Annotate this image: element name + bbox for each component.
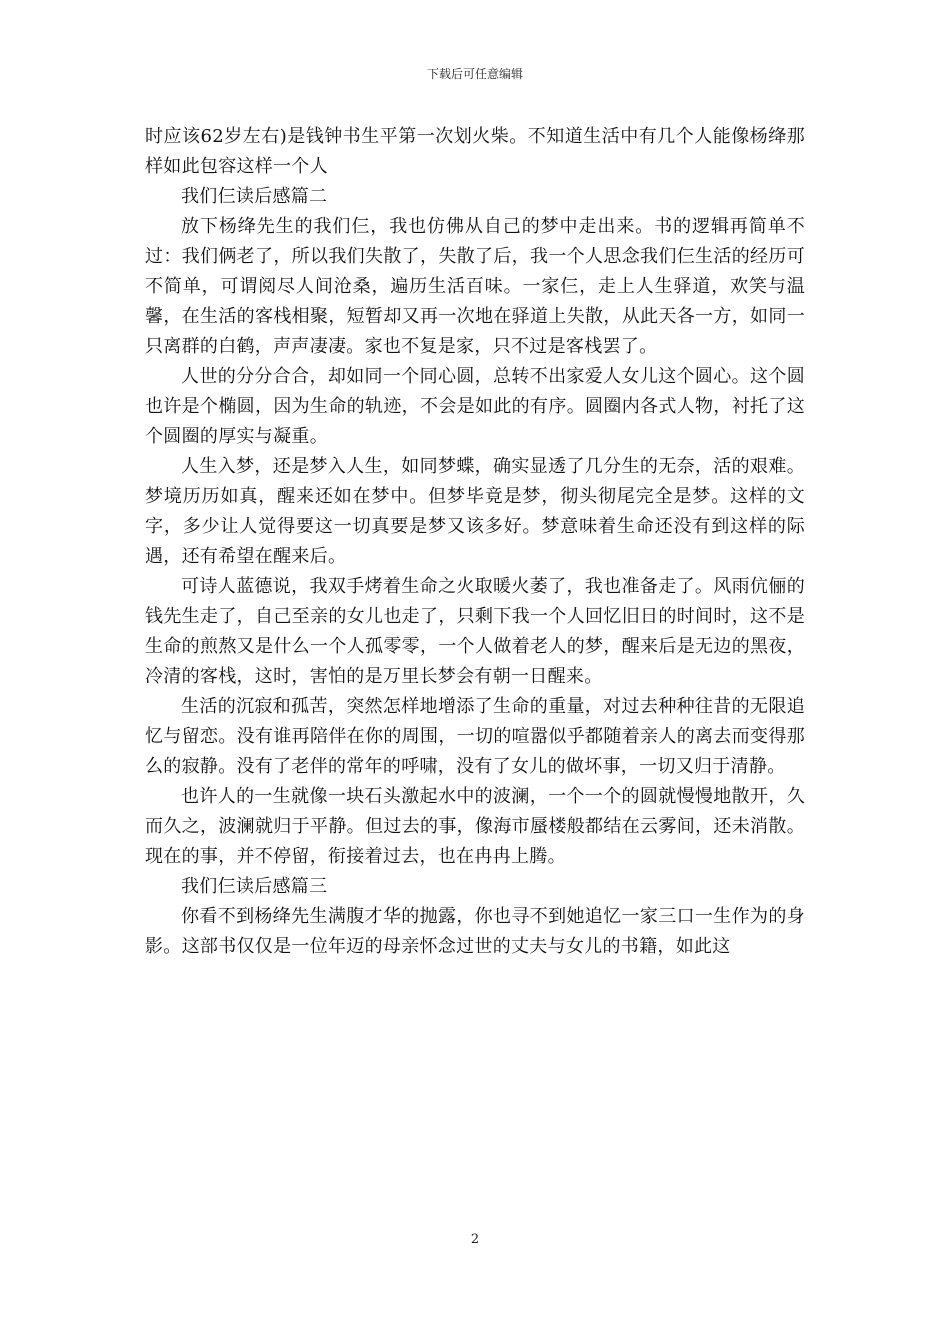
paragraph-5: 生活的沉寂和孤苦，突然怎样地增添了生命的重量，对过去种种往昔的无限追忆与留恋。没有谁再陪伴在你的周围，一切的喧嚣似乎都随着亲人的离去而变得那么的寂静。没有了老伴的常年的呼啸，没有了女儿的做坏事，一切又归于清静。 — [145, 696, 805, 777]
paragraph-1: 放下杨绛先生的我们仨，我也仿佛从自己的梦中走出来。书的逻辑再简单不过：我们俩老了，所以我们失散了，失散了后，我一个人思念我们仨生活的经历可不简单，可谓阅尽人间沧桑，遍历生活百味。一家仨，走上人生驿道，欢笑与温馨，在生活的客栈相聚，短暂却又再一次地在驿道上失散，从此天各一方，如同一只离群的白鹤，声声凄凄。家也不复是家，只不过是客栈罢了。 — [145, 216, 805, 357]
paragraph-3: 人生入梦，还是梦入人生，如同梦蝶，确实显透了几分生的无奈，活的艰难。梦境历历如真，醒来还如在梦中。但梦毕竟是梦，彻头彻尾完全是梦。这样的文字，多少让人觉得要这一切真要是梦又该多好。梦意味着生命还没有到这样的际遇，还有希望在醒来后。 — [145, 456, 805, 567]
paragraph-7: 你看不到杨绛先生满腹才华的抛露，你也寻不到她追忆一家三口一生作为的身影。这部书仅仅是一位年迈的母亲怀念过世的丈夫与女儿的书籍，如此这 — [145, 906, 805, 957]
section-heading-3: 我们仨读后感篇三 — [181, 876, 328, 897]
paragraph-2: 人世的分分合合，却如同一个同心圆，总转不出家爱人女儿这个圆心。这个圆也许是个椭圆，因为生命的轨迹，不会是如此的有序。圆圈内各式人物，衬托了这个圆圈的厚实与凝重。 — [145, 366, 805, 447]
paragraph-6: 也许人的一生就像一块石头激起水中的波澜，一个一个的圆就慢慢地散开，久而久之，波澜就归于平静。但过去的事，像海市蜃楼般都结在云雾间，还未消散。现在的事，并不停留，衔接着过去，也在冉冉上腾。 — [145, 786, 805, 867]
paragraph-continued: 时应该62岁左右)是钱钟书生平第一次划火柴。不知道生活中有几个人能像杨绛那样如此包容这样一个人 — [145, 126, 805, 177]
page-header: 下载后可任意编辑 — [426, 67, 523, 81]
page-number: 2 — [470, 1232, 480, 1247]
paragraph-4: 可诗人蓝德说，我双手烤着生命之火取暖火萎了，我也准备走了。风雨伉俪的钱先生走了，自己至亲的女儿也走了，只剩下我一个人回忆旧日的时间时，这不是生命的煎熬又是什么一个人孤零零，一个人做着老人的梦，醒来后是无边的黑夜，冷清的客栈，这时，害怕的是万里长梦会有朝一日醒来。 — [145, 576, 805, 687]
section-heading-2: 我们仨读后感篇二 — [181, 186, 328, 207]
document-body — [145, 122, 805, 962]
